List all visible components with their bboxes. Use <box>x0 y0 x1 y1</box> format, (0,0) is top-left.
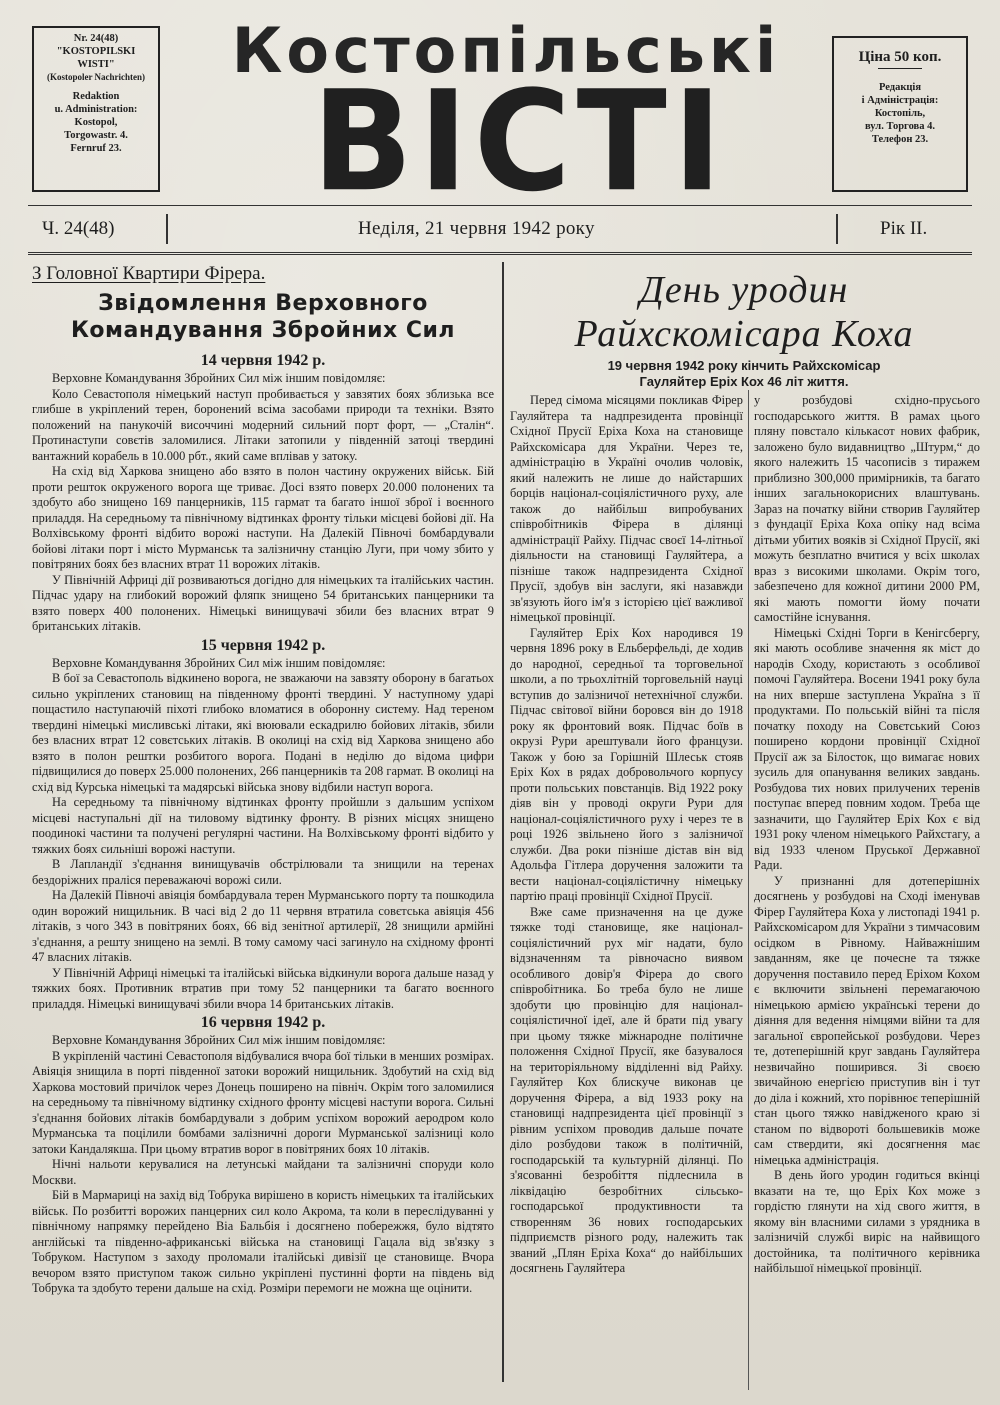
headline-line: Звідомлення Верховного <box>98 291 428 316</box>
box-line: "KOSTOPILSKI <box>56 46 136 57</box>
paragraph: На середньому та північному відтинках фронту пройшли з дальшим успіхом місцеві наступальні дії на тиловому відтинку фронту. В різних місцях знищено поодинокі частини та получені регулярні частини. На Волхівському фронті відбито у тяжких боях сильніші ворожі наступи. <box>32 795 494 856</box>
left-article <box>32 262 494 1297</box>
paragraph: Німецькі Східні Торги в Кенігсбергу, які мають особливе значення як міст до народів Сходу, користають з особливої помочі Гауляйтера. Восени 1941 року була на них вперше заступлена Україна з її продуктами. По польській війні та після початку походу на Совєтський Союз поширено кордони провінції Східної Прусії аж за Білосток, що вимагає нових зусиль для опанування великих завдань. Розбудова тих нових прилучених теренів поступає вперед повним ходом. Треба ще зазначити, що Гауляйтер Еріх Кох є від 1931 року членом німецького Райхстагу, а від 1933 членом Пруської Державної Ради. <box>754 625 980 872</box>
publisher-box-german <box>32 26 160 192</box>
box-line: Kostopol, <box>74 117 118 128</box>
article-kicker: З Головної Квартири Фірера. <box>32 263 266 284</box>
paragraph: На схід від Харкова знищено або взято в полон частину окружених військ. Бій проти решток окруженого ворога ще триває. Досі взято поверх 20.000 полонених та здобуто або знищено 169 панцерників, 115 гармат та багато іншої зброї і воєнного приладдя. На середньому та північному відтинках фронту тільки місцеві бойові дії. На Волхівському фронті відбито ворожі наступи. На Далекій Півночі бомбардували бойові літаки порт і місто Мурманськ та залізничну станцію Луги, при чому збито у повітряних боях без власних втрат 11 ворожих літаків. <box>32 464 494 571</box>
issue-year: Рік II. <box>880 218 928 239</box>
right-article-column-1 <box>510 393 743 1277</box>
column-divider <box>502 262 504 1382</box>
right-article-title <box>514 268 974 356</box>
publisher-box-ukrainian <box>832 36 968 192</box>
paragraph: Бій в Мармариці на захід від Тобрука вирішено в користь німецьких та італійських військ. По розбитті ворожих панцерних сил коло Акрома, та коли в переслідуванні у північному напрямку перейдено Віа Бальбія і досягнено побережжя, було відтято англійські та південно-африканські війська на становищі Гацала від зв'язку з Тобруком. Наступом з заходу проломали італійські дивізії це становище. Вчора вечором взято приступом також сильно укріплені пустинні форти на південь від Тобрука та здобуто терени дальше на схід. Розміри перемоги не можна ще оцінити. <box>32 1188 494 1295</box>
paragraph: В бої за Севастополь відкинено ворога, не зважаючи на завзяту оборону в багатьох сильно укріплених становищ на південному фронті твердині. У наступному ударі пощастило наступаючій піхоті глибоко вломатися в оборонну систему. Над тереном твердині німецькі мисливські літаки, які вюювали ескадрилю бойових літаків, збили без власних втрат 12 совєтських літаків. В околиці на схід від Харкова знищено або взято в полон рештки розбитого ворога. Подані в неділю до відома цифри підвищилися до поверх 25.000 полонених, 266 панцерників та 208 гармат. В околиці на схід від Курська німецькі та мадярські війська знову відбили наступ ворога. <box>32 671 494 794</box>
paragraph: Коло Севастополя німецький наступ пробивається у завзятих боях зблизька все глибше в укріплений терен, боронений всіма засобами природи та техніки. Взято положений на панукочій височчині модерний сильний порт форт, — „Сталін“. Протинаступи совєтів заломилися. Літаки затопили у південній затоці твердині вантажний корабель в 10.000 рбт., який саме вплівав у затоку. <box>32 386 494 463</box>
paragraph: В день його уродин годиться вкінці вказати на те, що Еріх Кох може з гордістю глянути на хід свого життя, в якому він власними силами з урядника в залізничій службі виріс на найвищого достойника, та політичного керівника найбільшої німецької провінції. <box>754 1168 980 1275</box>
right-article-column-2 <box>754 393 980 1277</box>
paragraph: У признанні для дотеперішніх досягнень у розбудові на Сході іменував Фірер Гауляйтера Коха у листопаді 1941 р. Райхскомісаром для України з тимчасовим осідком в Рівному. Найважнішим завданням, яке це почесне та тяжке доручення поставило перед Еріхом Кохом є включити звільнені перемагаючою німецькою армією українські терени до діяння для ведення німцями війни та для загальної європейської розбудови. Через те, дотеперішній круг завдань Гауляйтера незвичайно поширився. Зі своєю звичайною енергією приступив він і тут до діла і кожний, хто порівнює теперішній стан цього тяжко навідженого краю зі станом по відвороті большевиків може сам ствердити, які досягнення має німецька адміністрація. <box>754 873 980 1167</box>
box-line: WISTI" <box>77 59 115 70</box>
subtitle-line: Гауляйтер Еріх Кох 46 літ життя. <box>639 374 849 389</box>
issue-number: Ч. 24(48) <box>42 218 115 239</box>
report-date: 16 червня 1942 р. <box>200 1014 326 1031</box>
subtitle-line: 19 червня 1942 року кінчить Райхскомісар <box>607 358 881 373</box>
paragraph: Верховне Командування Збройних Сил між іншим повідомляє: <box>52 1033 386 1047</box>
title-line: Райхскомісара Коха <box>574 313 914 355</box>
column-divider <box>748 390 749 1390</box>
paragraph: Перед сімома місяцями покликав Фірер Гауляйтера та надпрезидента провінції Східної Прусії Еріха Коха на становище Райхскомісара для України. Через те, адміністрацію в Україні очолив чоловік, який належить не лише до найстарших борців націонал-соціялістичного руху, але також до найбільш випробуваних співробітників Фірера в ділянці адміністрації Райху. Підчас своєї 14-літньої діяльности на становищі Гауляйтера, а пізніше також надпрезидента Східної Прусії, здобув він заслуги, які назавжди зв'язують його ім'я з історією цієї важливої німецької провінції. <box>510 393 743 624</box>
box-line: (Kostopoler Nachrichten) <box>46 72 146 82</box>
report-date: 14 червня 1942 р. <box>200 352 326 369</box>
article-headline <box>32 290 494 344</box>
paragraph: В Лапландії з'єднання винищувачів обстрілювали та знищили на теренах бездоріжних праліся переважаючі ворожі сили. <box>32 857 494 887</box>
paragraph: Нічні нальоти керувалися на летунські майдани та залізничні споруди коло Москви. <box>32 1157 494 1187</box>
box-line: Редакція <box>878 82 922 93</box>
right-article-subtitle <box>514 358 974 390</box>
title-line: День уродин <box>639 269 849 311</box>
paragraph: Вже саме призначення на це дуже тяжке тоді становище, яке націонал-соціялістичний рух міг надати, було відзначенням та рівночасно виявом особливого довір'я Фірера до свого співробітника. Бо треба було не лише здобути цю провінцію для націонал-соціялістичної ідеї, але й брати під увагу при цьому тяжке міжнародне політичне положення Східної Прусії, яке базувалося на територіяльному відділенні від Райху. Гауляйтер Кох блискуче виконав це доручення Фірера, а від 1933 року на становищі надпрезидента цієї провінції з рівним успіхом проводив дальше почате діло розбудови також в політичній, господарській та культурній ділянці. По з'ясованні безробіття підлеснила в ліквідацію безробітних сільсько-господарської продуктивности та створенням 36 нових господарських підприємств різного роду, належить так званий „Плян Еріха Коха“ до найбільших досягнень Гауляйтера <box>510 904 743 1275</box>
paragraph: Верховне Командування Збройних Сил між іншим повідомляє: <box>52 371 386 385</box>
masthead-title-main: ВІСТІ <box>312 61 728 223</box>
report-date: 15 червня 1942 р. <box>200 636 326 654</box>
box-line: Torgowastr. 4. <box>64 130 128 141</box>
paragraph: В укріпленій частині Севастополя відбувалися вчора бої тільки в менших розмірах. Авіяція знищила в порті південної затоки ворожий нищильник. Здобутий на схід від Харкова мостовий причілок через Донець поширено на північ. Окрім того заломилися на середньому та північному відтинку східного фронту місцеві наступи ворога. Сильні з'єднання бойових літаків бомбардували з добрим успіхом ворожий аеродром коло Мурманська та поцілили бомбами залізничні дороги Мурманської залізниці коло затоки Кандалякша. При цьому втратив ворог в повітряних боях 10 літаків. <box>32 1048 494 1156</box>
masthead-title-top: Костопільські <box>231 14 781 87</box>
issue-date: Неділя, 21 червня 1942 року <box>358 218 595 239</box>
paragraph: У Північній Африці дії розвиваються догідно для німецьких та італійських частин. Підчас удару на глибокий ворожий фляпк знищено 54 британських панцерники та взято поверх 400 полонених. Німецькі винищувачі збили без власних втрат 9 британських літаків. <box>32 572 494 633</box>
price-label: Ціна 50 коп. <box>858 49 942 65</box>
box-line: вул. Торгова 4. <box>865 121 935 132</box>
paragraph: На Далекій Півночі авіяція бомбардувала терен Мурманського порту та пошкодила один ворожий нищильник. В часі від 2 до 11 червня втратила совєтська авіяція 456 літаків, з чого 343 в повітряних боях, 66 від зенітної артилерії, 28 знищили армійні з'єднання, а решту знищено на землі. В тому самому часі загинуло на східному фронті 47 власних літаків. <box>32 888 494 964</box>
paragraph: Гауляйтер Еріх Кох народився 19 червня 1896 року в Ельберфельді, де ходив до народної, середньої та торговельної школи, а по трьохлітній торговельній науці вступив до залізничої нетехнічної служби. Підчас світової війни боровся він до 1918 року як фронтовий вояк. Підчас боїв в окрузі Рури арештували його французи. Також у бою за Горішній Шлеськ стояв Еріх Кох в рядах добровольчого корпусу проти польських повстанців. Від 1922 року діяв він у проводі округи Рури для націонал-соціялістичного руху і через те в році 1926 звільнено його з залізничої служби. Два роки пізніше дістав він від Адольфа Гітлера доручення заложити та вести націонал-соціялістичну німецьку партію праці провінції Східної Прусії. <box>510 625 743 903</box>
paragraph: Верховне Командування Збройних Сил між іншим повідомляє: <box>52 655 386 670</box>
paragraph: у розбудові східно-прусього господарського життя. В рамах цього пляну повстало кількасот нових фабрик, заложено було видавництво „Штурм,“ до якого належить 15 часописів з тиражем приблизно 300,000 примірників, та багато інших загальнокорисних влаштувань. Зараз на початку війни створив Гауляйтер з фундації Еріха Коха опіку над всіма дітьми убитих вояків зі Східної Прусії, які можуть безплатно вчитися у всіх школах враз з високими школами. Окрім того, забезпечено для кожної дитини 2000 РМ, які мають помогти йому почати самостійне існування. <box>754 393 980 624</box>
box-line: Костопіль, <box>874 108 926 119</box>
issue-bar <box>28 205 972 255</box>
headline-line: Командування Збройних Сил <box>70 318 456 343</box>
box-line: Fernruf 23. <box>70 143 122 154</box>
box-line: u. Administration: <box>54 104 138 115</box>
paragraph: У Північній Африці німецькі та італійські війська відкинули ворога дальше назад у тяжких боях. Противник втратив при тому 52 панцерники та багато воєнного приладдя. Німецькі винищувачі збили вчора 14 британських літаків. <box>32 965 494 1011</box>
box-line: Redaktion <box>72 91 120 102</box>
box-line: Телефон 23. <box>871 134 929 145</box>
box-line: і Адміністрація: <box>861 95 939 106</box>
box-line: Nr. 24(48) <box>73 33 119 44</box>
